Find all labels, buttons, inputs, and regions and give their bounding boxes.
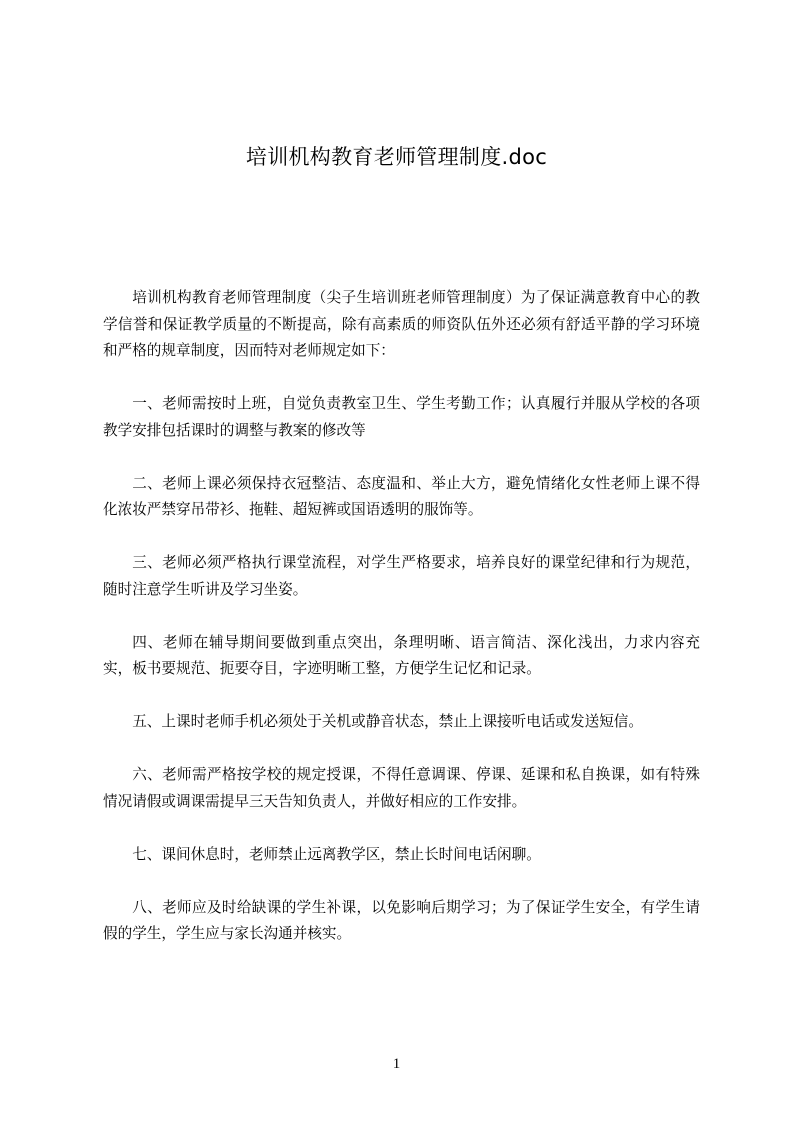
page-number: 1 — [392, 1056, 401, 1072]
document-title: 培训机构教育老师管理制度.doc — [245, 145, 548, 169]
rule-paragraph-2: 二、老师上课必须保持衣冠整洁、态度温和、举止大方，避免情绪化女性老师上课不得化浓妆严禁穿吊带衫、拖鞋、超短裤或国语透明的服饰等。 — [103, 474, 700, 518]
rule-paragraph-5: 五、上课时老师手机必须处于关机或静音状态，禁止上课接听电话或发送短信。 — [132, 713, 643, 730]
rule-paragraph-7: 七、课间休息时，老师禁止远离教学区，禁止长时间电话闲聊。 — [132, 845, 541, 863]
rule-paragraph-8: 八、老师应及时给缺课的学生补课，以免影响后期学习；为了保证学生安全，有学生请假的学生，学生应与家长沟通并核实。 — [103, 898, 700, 942]
document-body — [103, 285, 700, 948]
rule-paragraph-6: 六、老师需严格按学校的规定授课，不得任意调课、停课、延课和私自换课，如有特殊情况请假或调课需提早三天告知负责人，并做好相应的工作安排。 — [103, 766, 700, 810]
rule-paragraph-4: 四、老师在辅导期间要做到重点突出，条理明晰、语言简洁、深化浅出，力求内容充实，板书要规范、扼要夺目，字迹明晰工整，方便学生记忆和记录。 — [103, 633, 700, 677]
intro-paragraph: 培训机构教育老师管理制度（尖子生培训班老师管理制度）为了保证满意教育中心的教学信誉和保证教学质量的不断提高，除有高素质的师资队伍外还必须有舒适平静的学习环境和严格的规章制度，因而特对老师规定如下： — [103, 289, 700, 359]
rule-paragraph-1: 一、老师需按时上班，自觉负责教室卫生、学生考勤工作；认真履行并服从学校的各项教学安排包括课时的调整与教案的修改等 — [103, 395, 700, 439]
rule-paragraph-3: 三、老师必须严格执行课堂流程，对学生严格要求，培养良好的课堂纪律和行为规范，随时注意学生听讲及学习坐姿。 — [103, 554, 700, 598]
